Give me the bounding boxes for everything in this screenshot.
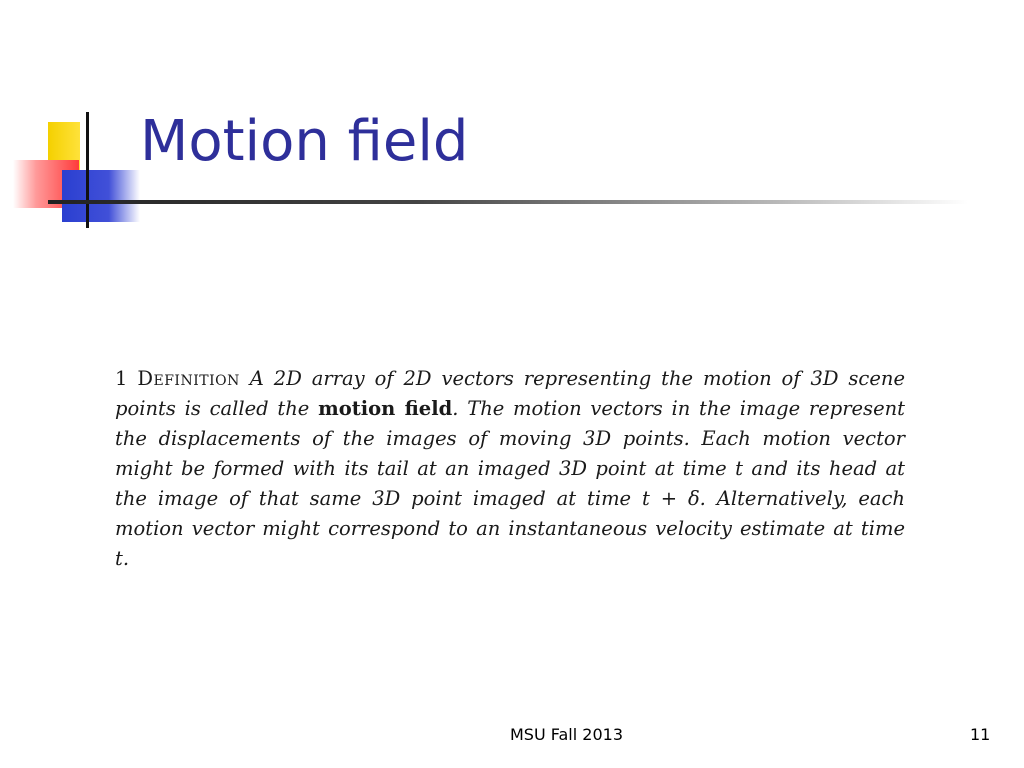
definition-label: Definition <box>137 367 240 390</box>
definition-text-before: A 2D array of 2D vectors representing the motion of 3D scene points is called the <box>115 367 905 420</box>
definition-term: motion field <box>318 397 453 420</box>
blue-square-decoration <box>62 170 140 222</box>
slide-footer: MSU Fall 2013 <box>510 725 623 744</box>
definition-block <box>115 364 905 574</box>
definition-text-after: . The motion vectors in the image represent the displacements of the images of moving 3D points. Each motion vector might be formed with its tail at an imaged 3D point at time t and its head at the image of that same 3D point imaged at time t + δ. Alternatively, each motion vector might correspond to an instantaneous velocity estimate at time t. <box>115 397 905 570</box>
vertical-line-decoration <box>86 112 89 228</box>
page-number: 11 <box>970 725 991 744</box>
slide-title: Motion field <box>140 109 469 174</box>
definition-number: 1 <box>115 367 128 390</box>
slide-logo-decoration <box>0 0 140 240</box>
title-underline <box>48 200 968 204</box>
